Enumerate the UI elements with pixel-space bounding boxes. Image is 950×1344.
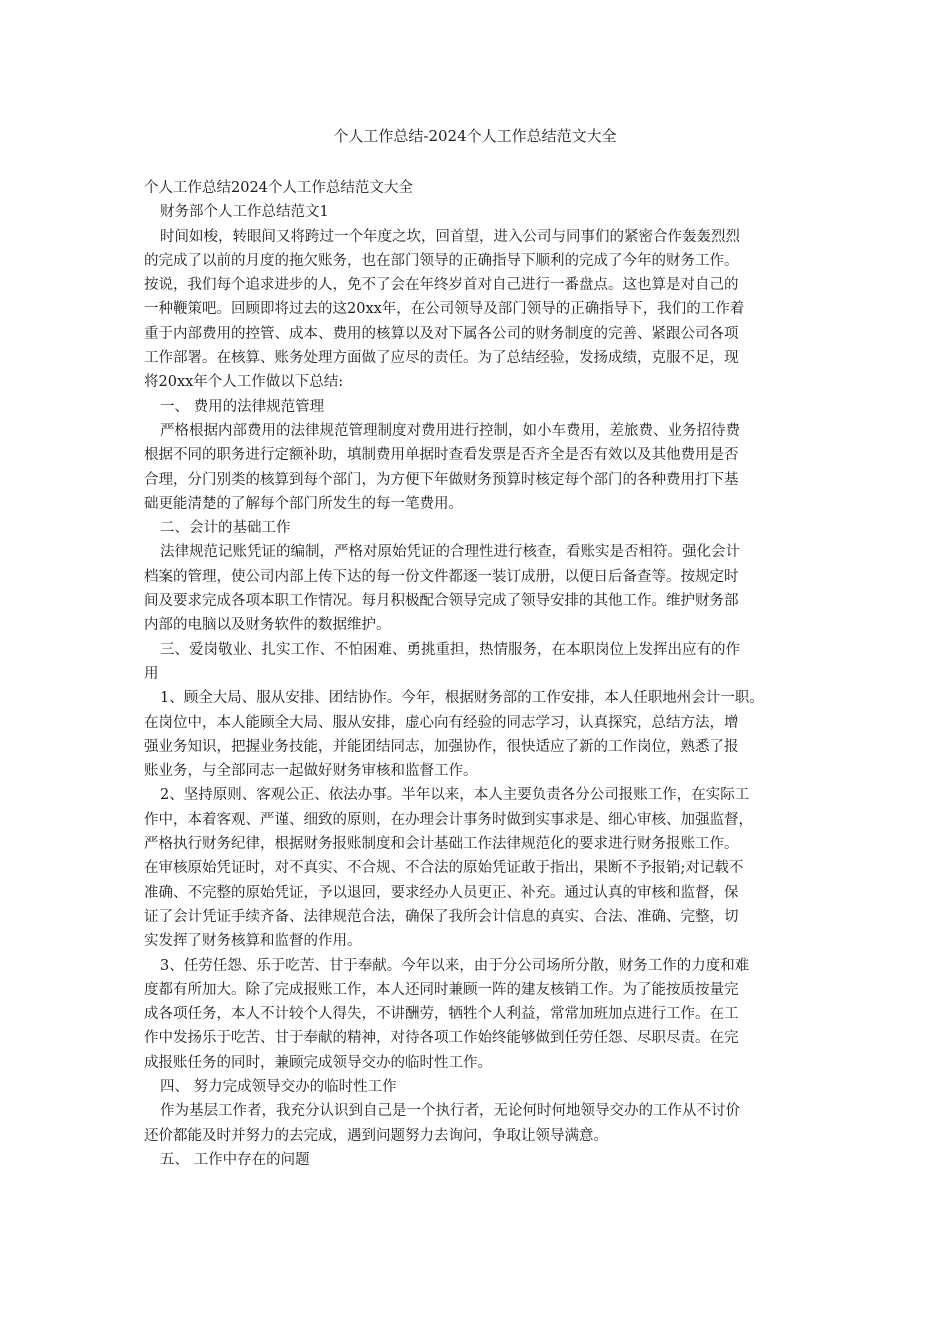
text-line: 个人工作总结2024个人工作总结范文大全: [144, 180, 413, 196]
text-line: 用: [144, 665, 159, 682]
text-line: 准确、不完整的原始凭证，予以退回，要求经办人员更正、补充。通过认真的审核和监督，保: [144, 884, 739, 901]
document-title: 个人工作总结-2024个人工作总结范文大全: [333, 127, 617, 145]
text-line: 的完成了以前的月度的拖欠账务，也在部门领导的正确指导下顺利的完成了今年的财务工作。: [144, 252, 739, 269]
text-line: 账业务，与全部同志一起做好财务审核和监督工作。: [144, 763, 478, 780]
text-line: 实发挥了财务核算和监督的作用。: [144, 933, 362, 950]
text-line: 3、任劳任怨、乐于吃苦、甘于奉献。今年以来，由于分公司场所分散，财务工作的力度和难: [160, 957, 750, 974]
text-line: 内部的电脑以及财务软件的数据维护。: [144, 617, 391, 634]
text-line: 严格执行财务纪律，根据财务报账制度和会计基础工作法律规范化的要求进行财务报账工作。: [144, 836, 739, 853]
text-line: 一、 费用的法律规范管理: [160, 398, 325, 415]
text-line: 按说，我们每个追求进步的人，免不了会在年终岁首对自己进行一番盘点。这也算是对自己的: [144, 277, 739, 294]
text-line: 重于内部费用的控管、成本、费用的核算以及对下属各公司的财务制度的完善、紧跟公司各项: [144, 325, 739, 342]
text-line: 根据不同的职务进行定额补助，填制费用单据时查看发票是否齐全是否有效以及其他费用是否: [144, 447, 739, 464]
text-line: 作中，本着客观、严谨、细致的原则，在办理会计事务时做到实事求是、细心审核、加强监督，: [144, 811, 753, 828]
text-line: 一种鞭策吧。回顾即将过去的这20xx年，在公司领导及部门领导的正确指导下，我们的工作着: [144, 301, 745, 318]
text-line: 时间如梭，转眼间又将跨过一个年度之坎，回首望，进入公司与同事们的紧密合作轰轰烈烈: [160, 228, 740, 245]
text-line: 度都有所加大。除了完成报账工作，本人还同时兼顾一阵的建友核销工作。为了能按质按量完: [144, 981, 739, 998]
text-line: 财务部个人工作总结范文1: [160, 204, 329, 221]
text-line: 1、顾全大局、服从安排、团结协作。今年，根据财务部的工作安排，本人任职地州会计一职。: [160, 690, 764, 707]
text-line: 强业务知识，把握业务技能，并能团结同志，加强协作，很快适应了新的工作岗位，熟悉了报: [144, 738, 739, 755]
text-line: 础更能清楚的了解每个部门所发生的每一笔费用。: [144, 495, 463, 512]
text-line: 二、会计的基础工作: [160, 520, 291, 537]
text-line: 成报账任务的同时，兼顾完成领导交办的临时性工作。: [144, 1054, 492, 1071]
document-body: [144, 176, 820, 1172]
text-line: 作为基层工作者，我充分认识到自己是一个执行者，无论何时何地领导交办的工作从不讨价: [160, 1103, 740, 1120]
text-line: 作中发扬乐于吃苦、甘于奉献的精神，对待各项工作始终能够做到任劳任怨、尽职尽责。在完: [144, 1030, 739, 1047]
text-line: 2、坚持原则、客观公正、依法办事。半年以来，本人主要负责各分公司报账工作，在实际工: [160, 787, 750, 804]
text-line: 在审核原始凭证时，对不真实、不合规、不合法的原始凭证敢于指出，果断不予报销;对记载不: [144, 860, 744, 877]
text-line: 工作部署。在核算、账务处理方面做了应尽的责任。为了总结经验，发扬成绩，克服不足，现: [144, 350, 739, 367]
text-line: 四、 努力完成领导交办的临时性工作: [160, 1078, 397, 1095]
text-line: 将20xx年个人工作做以下总结:: [144, 374, 344, 391]
text-line: 还价都能及时并努力的去完成，遇到问题努力去询问，争取让领导满意。: [144, 1127, 608, 1144]
text-line: 成各项任务，本人不计较个人得失，不讲酬劳，牺牲个人利益，常常加班加点进行工作。在工: [144, 1006, 739, 1023]
text-line: 法律规范记账凭证的编制，严格对原始凭证的合理性进行核查，看账实是否相符。强化会计: [160, 544, 740, 561]
text-line: 间及要求完成各项本职工作情况。每月积极配合领导完成了领导安排的其他工作。维护财务部: [144, 593, 739, 610]
text-line: 在岗位中，本人能顾全大局、服从安排，虚心向有经验的同志学习，认真探究，总结方法，增: [144, 714, 739, 731]
text-line: 五、 工作中存在的问题: [160, 1151, 310, 1168]
text-line: 合理，分门别类的核算到每个部门，为方便下年做财务预算时核定每个部门的各种费用打下基: [144, 471, 739, 488]
text-line: 证了会计凭证手续齐备、法律规范合法，确保了我所会计信息的真实、合法、准确、完整，切: [144, 908, 739, 925]
text-line: 严格根据内部费用的法律规范管理制度对费用进行控制，如小车费用，差旅费、业务招待费: [160, 422, 740, 439]
text-line: 三、爱岗敬业、扎实工作、不怕困难、勇挑重担，热情服务，在本职岗位上发挥出应有的作: [160, 641, 740, 658]
text-line: 档案的管理，使公司内部上传下达的每一份文件都逐一装订成册，以便日后备查等。按规定时: [144, 568, 739, 585]
